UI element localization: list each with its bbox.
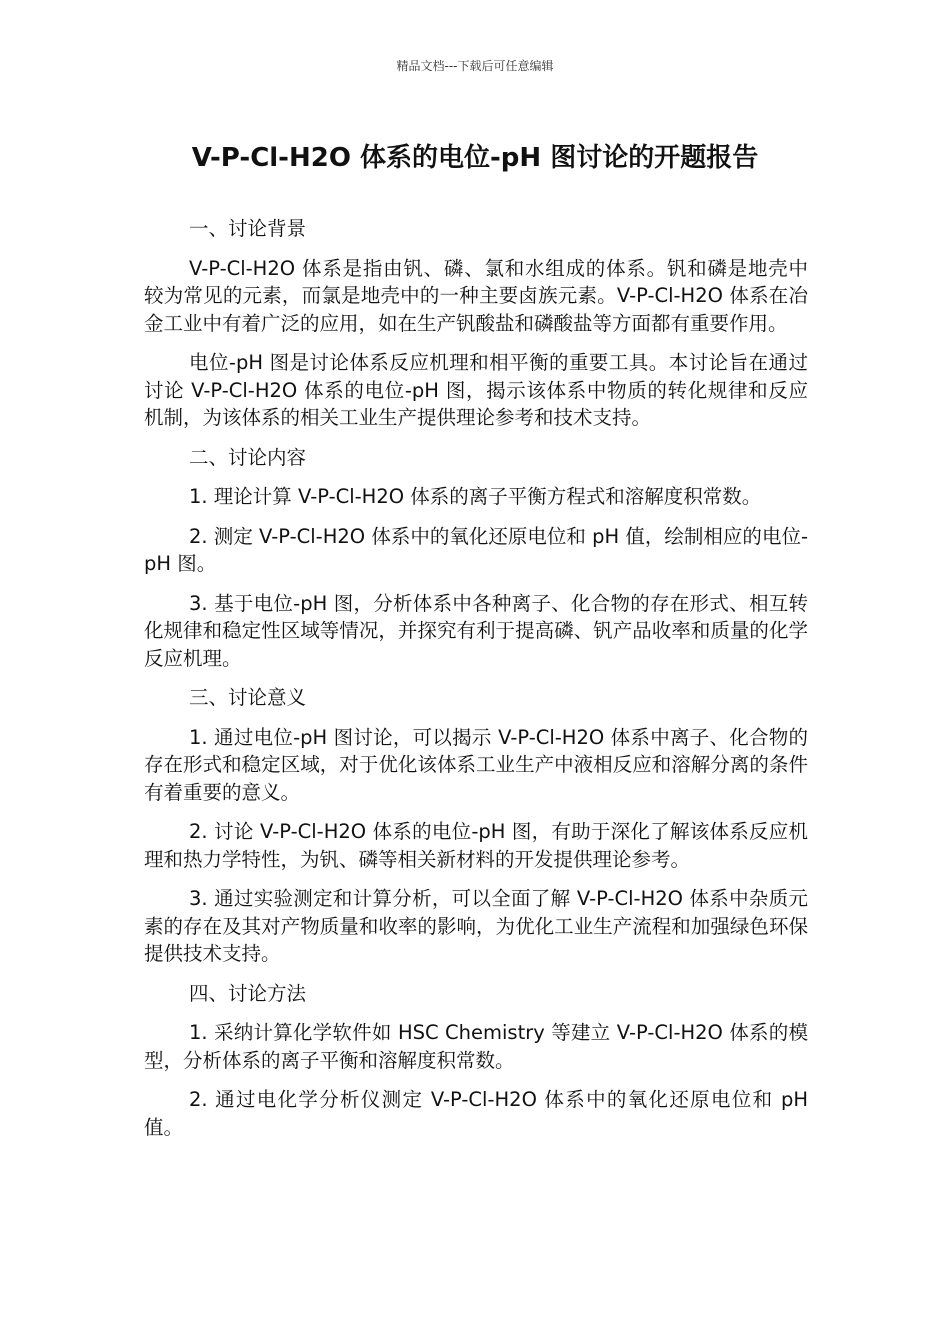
section-heading-significance: 三、讨论意义 [189,686,307,709]
paragraph-methods-1: 1. 采纳计算化学软件如 HSC Chemistry 等建立 V-P-Cl-H2O 体系的模型，分析体系的离子平衡和溶解度积常数。 [144,1021,808,1072]
paragraph-significance-1: 1. 通过电位-pH 图讨论，可以揭示 V-P-Cl-H2O 体系中离子、化合物的存在形式和稳定区域，对于优化该体系工业生产中液相反应和溶解分离的条件有着重要的意义。 [144,725,808,804]
paragraph-significance-3: 3. 通过实验测定和计算分析，可以全面了解 V-P-Cl-H2O 体系中杂质元素的存在及其对产物质量和收率的影响，为优化工业生产流程和加强绿色环保提供技术支持。 [144,887,808,965]
paragraph-methods-2: 2. 通过电化学分析仪测定 V-P-Cl-H2O 体系中的氧化还原电位和 pH 值。 [144,1088,808,1139]
paragraph-background-2: 电位-pH 图是讨论体系反应机理和相平衡的重要工具。本讨论旨在通过讨论 V-P-Cl-H2O 体系的电位-pH 图，揭示该体系中物质的转化规律和反应机制，为该体系的相关工业生产提供理论参考和技术支持。 [144,351,808,429]
document-title: V-P-Cl-H2O 体系的电位-pH 图讨论的开题报告 [191,143,759,173]
document-body [144,215,808,1153]
page-header: 精品文档---下载后可任意编辑 [396,59,554,73]
paragraph-significance-2: 2. 讨论 V-P-Cl-H2O 体系的电位-pH 图，有助于深化了解该体系反应机理和热力学特性，为钒、磷等相关新材料的开发提供理论参考。 [144,820,808,871]
paragraph-content-3: 3. 基于电位-pH 图，分析体系中各种离子、化合物的存在形式、相互转化规律和稳定性区域等情况，并探究有利于提高磷、钒产品收率和质量的化学反应机理。 [144,591,808,670]
section-heading-content: 二、讨论内容 [189,445,307,469]
paragraph-background-1: V-P-Cl-H2O 体系是指由钒、磷、氯和水组成的体系。钒和磷是地壳中较为常见的元素，而氯是地壳中的一种主要卤族元素。V-P-Cl-H2O 体系在冶金工业中有着广泛的应用，如在生产钒酸盐和磷酸盐等方面都有重要作用。 [144,256,808,335]
paragraph-content-1: 1. 理论计算 V-P-Cl-H2O 体系的离子平衡方程式和溶解度积常数。 [189,485,762,508]
section-heading-background: 一、讨论背景 [189,217,307,240]
paragraph-content-2: 2. 测定 V-P-Cl-H2O 体系中的氧化还原电位和 pH 值，绘制相应的电位-pH 图。 [144,524,808,575]
section-heading-methods: 四、讨论方法 [189,981,307,1005]
